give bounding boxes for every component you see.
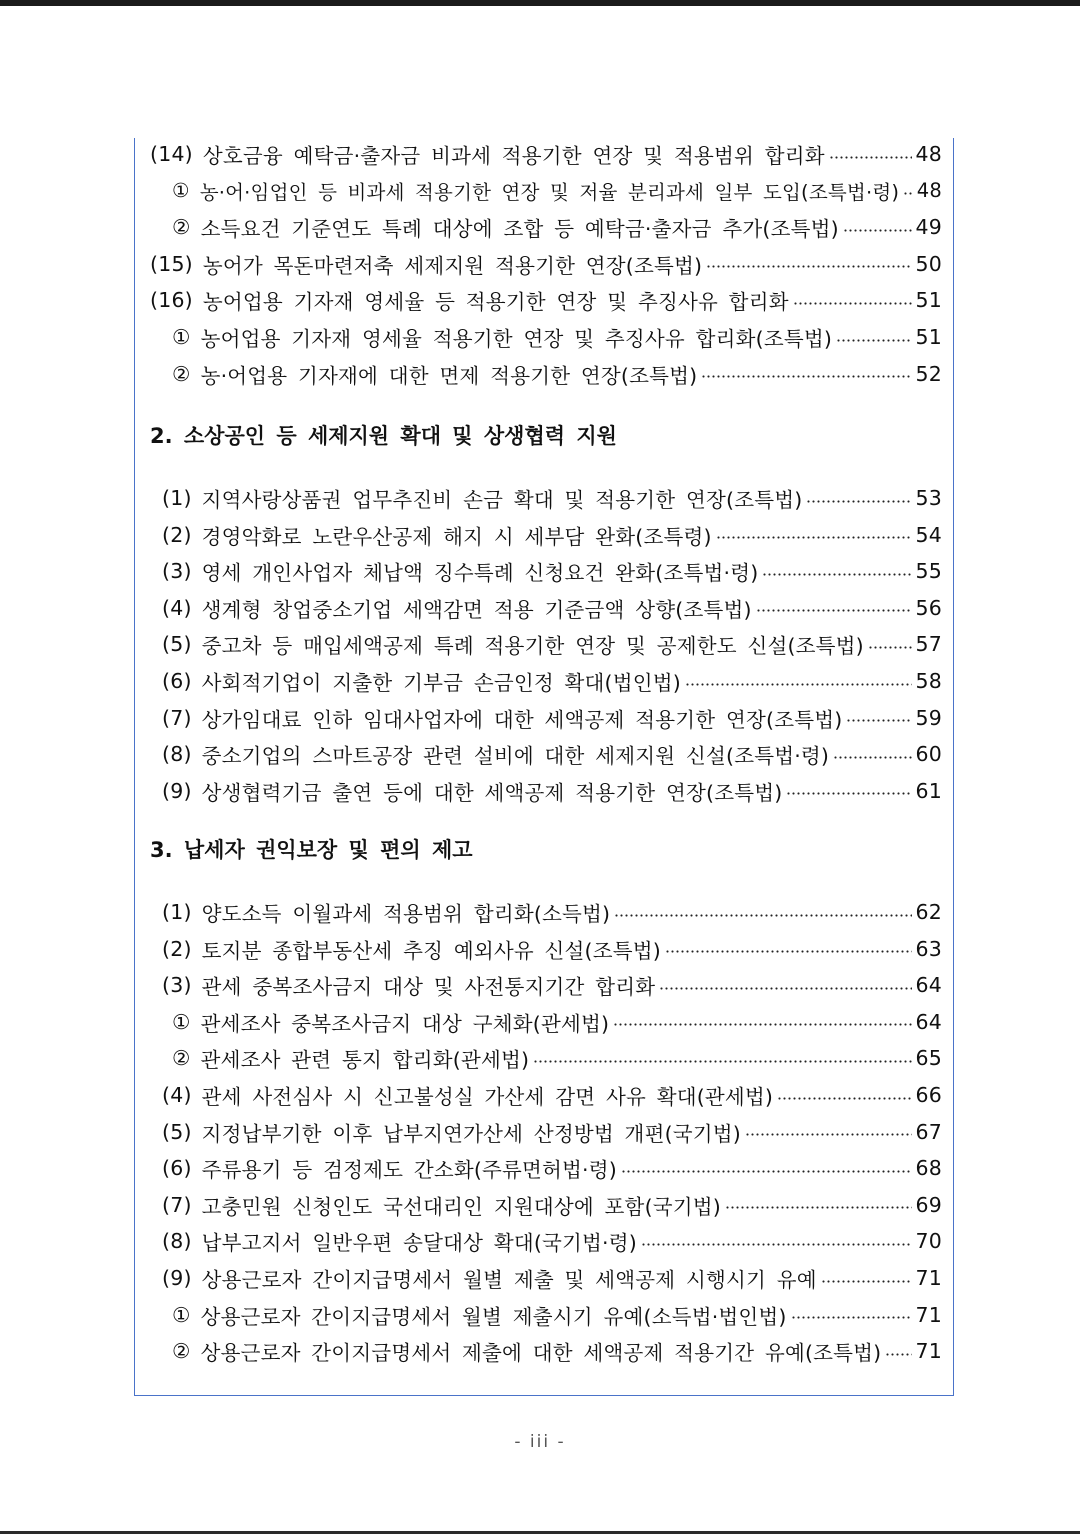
entry-page: 63	[915, 936, 942, 961]
dot-leader	[903, 192, 913, 195]
dot-leader	[786, 792, 911, 795]
entry-title: 관세 중복조사금지 대상 및 사전통지기간 합리화	[201, 975, 656, 1000]
entry-title: 상호금융 예탁금·출자금 비과세 적용기한 연장 및 적용범위 합리화	[202, 144, 825, 168]
dot-leader	[843, 229, 912, 232]
entry-title: 영세 개인사업자 체납액 징수특례 신청요건 완화(조특법·령)	[201, 561, 759, 586]
entry-title: 상용근로자 간이지급명세서 월별 제출시기 유예(소득법·법인법)	[200, 1304, 787, 1329]
entry-page: 61	[915, 778, 942, 803]
dot-leader	[665, 950, 912, 953]
entry-title: 상가임대료 인하 임대사업자에 대한 세액공제 적용기한 연장(조특법)	[201, 707, 843, 732]
toc-entry[interactable]	[162, 590, 942, 626]
dot-leader	[641, 1243, 912, 1246]
dot-leader	[833, 756, 911, 759]
toc-entry[interactable]	[162, 931, 942, 967]
dot-leader	[613, 1023, 911, 1026]
dot-leader	[777, 1097, 911, 1100]
entry-title: 상생협력기금 출연 등에 대한 세액공제 적용기한 연장(조특법)	[201, 780, 783, 805]
entry-number: (2)	[162, 522, 192, 547]
entry-number: (3)	[162, 559, 192, 584]
dot-leader	[868, 646, 912, 649]
entry-number: ①	[172, 179, 190, 203]
entry-number: (7)	[162, 705, 192, 730]
entry-number: (4)	[162, 595, 192, 620]
toc-entry[interactable]	[162, 553, 942, 589]
toc-entry[interactable]	[172, 1297, 942, 1333]
entry-number: (5)	[162, 632, 192, 657]
dot-leader	[614, 914, 911, 917]
entry-page: 56	[915, 595, 942, 620]
toc-entry[interactable]	[162, 700, 942, 736]
dot-leader	[836, 339, 911, 342]
toc-entry[interactable]	[162, 736, 942, 772]
toc-entry[interactable]	[162, 967, 942, 1003]
entry-number: ①	[172, 1009, 191, 1034]
entry-title: 사회적기업이 지출한 기부금 손금인정 확대(법인법)	[201, 671, 681, 695]
top-border-bar	[0, 0, 1080, 6]
entry-page: 71	[915, 1266, 942, 1290]
entry-title: 소득요건 기준연도 특례 대상에 조합 등 예탁금·출자금 추가(조특법)	[200, 217, 839, 242]
entry-number: (6)	[162, 1156, 192, 1181]
dot-leader	[885, 1353, 911, 1356]
entry-title: 상용근로자 간이지급명세서 제출에 대한 세액공제 적용기간 유예(조특법)	[200, 1341, 882, 1366]
dot-leader	[791, 1316, 912, 1319]
dot-leader	[806, 500, 911, 503]
dot-leader	[846, 719, 911, 722]
toc-entry[interactable]	[162, 1187, 942, 1223]
toc-entry[interactable]	[172, 173, 942, 209]
entry-title: 중고차 등 매입세액공제 특례 적용기한 연장 및 공제한도 신설(조특법)	[201, 634, 864, 659]
entry-title: 농·어업용 기자재에 대한 면제 적용기한 연장(조특법)	[200, 363, 698, 388]
entry-title: 토지분 종합부동산세 추징 예외사유 신설(조특법)	[201, 938, 661, 963]
entry-number: (4)	[162, 1083, 192, 1107]
entry-title: 납부고지서 일반우편 송달대상 확대(국기법·령)	[201, 1231, 637, 1256]
entry-number: (5)	[162, 1119, 192, 1144]
dot-leader	[706, 265, 911, 268]
entry-page: 71	[915, 1339, 942, 1364]
entry-number: (3)	[162, 973, 192, 998]
entry-page: 64	[915, 1009, 942, 1034]
dot-leader	[762, 573, 911, 576]
entry-number: (2)	[162, 936, 192, 961]
entry-page: 70	[915, 1229, 942, 1254]
entry-page: 69	[915, 1192, 942, 1217]
entry-number: (14)	[150, 142, 193, 166]
toc-entry[interactable]	[162, 663, 942, 699]
dot-leader	[533, 1060, 911, 1063]
entry-page: 68	[915, 1156, 942, 1181]
dot-leader	[685, 683, 912, 686]
entry-number: (7)	[162, 1192, 192, 1217]
toc-entry[interactable]	[172, 1333, 942, 1369]
toc-entry[interactable]	[162, 1114, 942, 1150]
entry-title: 농어업용 기자재 영세율 적용기한 연장 및 추징사유 합리화(조특법)	[200, 327, 833, 351]
entry-page: 54	[915, 522, 942, 547]
entry-page: 60	[915, 742, 942, 767]
entry-title: 농·어·임업인 등 비과세 적용기한 연장 및 저율 분리과세 일부 도입(조특법·령)	[199, 180, 900, 204]
entry-number: ②	[172, 361, 191, 386]
page-number: - iii -	[514, 1432, 566, 1452]
toc-entry[interactable]	[162, 773, 942, 809]
entry-title: 관세 사전심사 시 신고불성실 가산세 감면 사유 확대(관세법)	[201, 1085, 774, 1109]
entry-page: 62	[915, 900, 942, 924]
entry-page: 51	[915, 325, 942, 349]
entry-title: 주류용기 등 검정제도 간소화(주류면허법·령)	[201, 1158, 617, 1183]
entry-page: 53	[915, 486, 942, 510]
entry-page: 50	[915, 251, 942, 276]
entry-page: 71	[915, 1302, 942, 1327]
entry-number: ②	[172, 1339, 191, 1364]
entry-number: ①	[172, 1302, 191, 1327]
dot-leader	[701, 375, 911, 378]
entry-title: 상용근로자 간이지급명세서 월별 제출 및 세액공제 시행시기 유예	[201, 1268, 817, 1292]
entry-number: (9)	[162, 1266, 192, 1290]
dot-leader	[756, 609, 912, 612]
entry-page: 58	[915, 669, 942, 693]
toc-entry[interactable]	[172, 1004, 942, 1040]
toc-entry[interactable]	[162, 1260, 942, 1296]
toc-entry[interactable]	[162, 1077, 942, 1113]
entry-page: 55	[915, 559, 942, 584]
dot-leader	[829, 156, 912, 159]
entry-number: (9)	[162, 778, 192, 803]
dot-leader	[716, 536, 912, 539]
toc-entry[interactable]	[150, 246, 942, 282]
dot-leader	[793, 302, 912, 305]
toc-entry[interactable]	[162, 517, 942, 553]
toc-entry[interactable]	[150, 282, 942, 318]
toc-entry[interactable]	[172, 319, 942, 355]
entry-title: 농어업용 기자재 영세율 등 적용기한 연장 및 추징사유 합리화	[202, 290, 789, 315]
entry-page: 59	[915, 705, 942, 730]
entry-number: (6)	[162, 669, 192, 693]
entry-title: 관세조사 관련 통지 합리화(관세법)	[200, 1048, 530, 1073]
toc-entry[interactable]	[172, 1040, 942, 1076]
entry-page: 51	[915, 288, 942, 313]
entry-title: 지역사랑상품권 업무추진비 손금 확대 및 적용기한 연장(조특법)	[201, 488, 803, 512]
toc-entry[interactable]	[172, 356, 942, 392]
toc-entry[interactable]	[162, 1223, 942, 1259]
entry-number: ②	[172, 215, 191, 240]
entry-title: 양도소득 이월과세 적용범위 합리화(소득법)	[201, 902, 611, 926]
entry-page: 64	[915, 973, 942, 998]
dot-leader	[745, 1133, 912, 1136]
entry-title: 지정납부기한 이후 납부지연가산세 산정방법 개편(국기법)	[201, 1121, 741, 1146]
toc-entry[interactable]	[162, 894, 942, 930]
entry-title: 경영악화로 노란우산공제 해지 시 세부담 완화(조특령)	[201, 524, 712, 549]
entry-number: ①	[172, 325, 191, 349]
dot-leader	[621, 1170, 912, 1173]
section-heading: 3. 납세자 권익보장 및 편의 제고	[150, 838, 473, 862]
toc-entry[interactable]	[150, 136, 942, 172]
dot-leader	[659, 987, 911, 990]
entry-title: 중소기업의 스마트공장 관련 설비에 대한 세제지원 신설(조특법·령)	[201, 744, 830, 769]
dot-leader	[821, 1280, 912, 1283]
entry-page: 48	[916, 179, 942, 203]
entry-title: 관세조사 중복조사금지 대상 구체화(관세법)	[200, 1011, 610, 1036]
entry-page: 52	[915, 361, 942, 386]
entry-page: 48	[915, 142, 942, 166]
entry-number: (16)	[150, 288, 193, 313]
entry-title: 생계형 창업중소기업 세액감면 적용 기준금액 상향(조특법)	[201, 597, 752, 622]
toc-entry[interactable]	[162, 626, 942, 662]
entry-number: (1)	[162, 486, 192, 510]
entry-number: ②	[172, 1046, 191, 1071]
entry-page: 49	[915, 215, 942, 240]
entry-title: 농어가 목돈마련저축 세제지원 적용기한 연장(조특법)	[202, 253, 703, 278]
entry-page: 57	[915, 632, 942, 657]
entry-number: (15)	[150, 251, 193, 276]
toc-entry[interactable]	[162, 1150, 942, 1186]
entry-title: 고충민원 신청인도 국선대리인 지원대상에 포함(국기법)	[201, 1194, 721, 1219]
entry-page: 65	[915, 1046, 942, 1071]
entry-page: 67	[915, 1119, 942, 1144]
entry-page: 66	[915, 1083, 942, 1107]
entry-number: (1)	[162, 900, 192, 924]
toc-entry[interactable]	[172, 209, 942, 245]
toc-entry[interactable]	[162, 480, 942, 516]
entry-number: (8)	[162, 742, 192, 767]
entry-number: (8)	[162, 1229, 192, 1254]
section-heading: 2. 소상공인 등 세제지원 확대 및 상생협력 지원	[150, 424, 617, 448]
dot-leader	[725, 1206, 912, 1209]
